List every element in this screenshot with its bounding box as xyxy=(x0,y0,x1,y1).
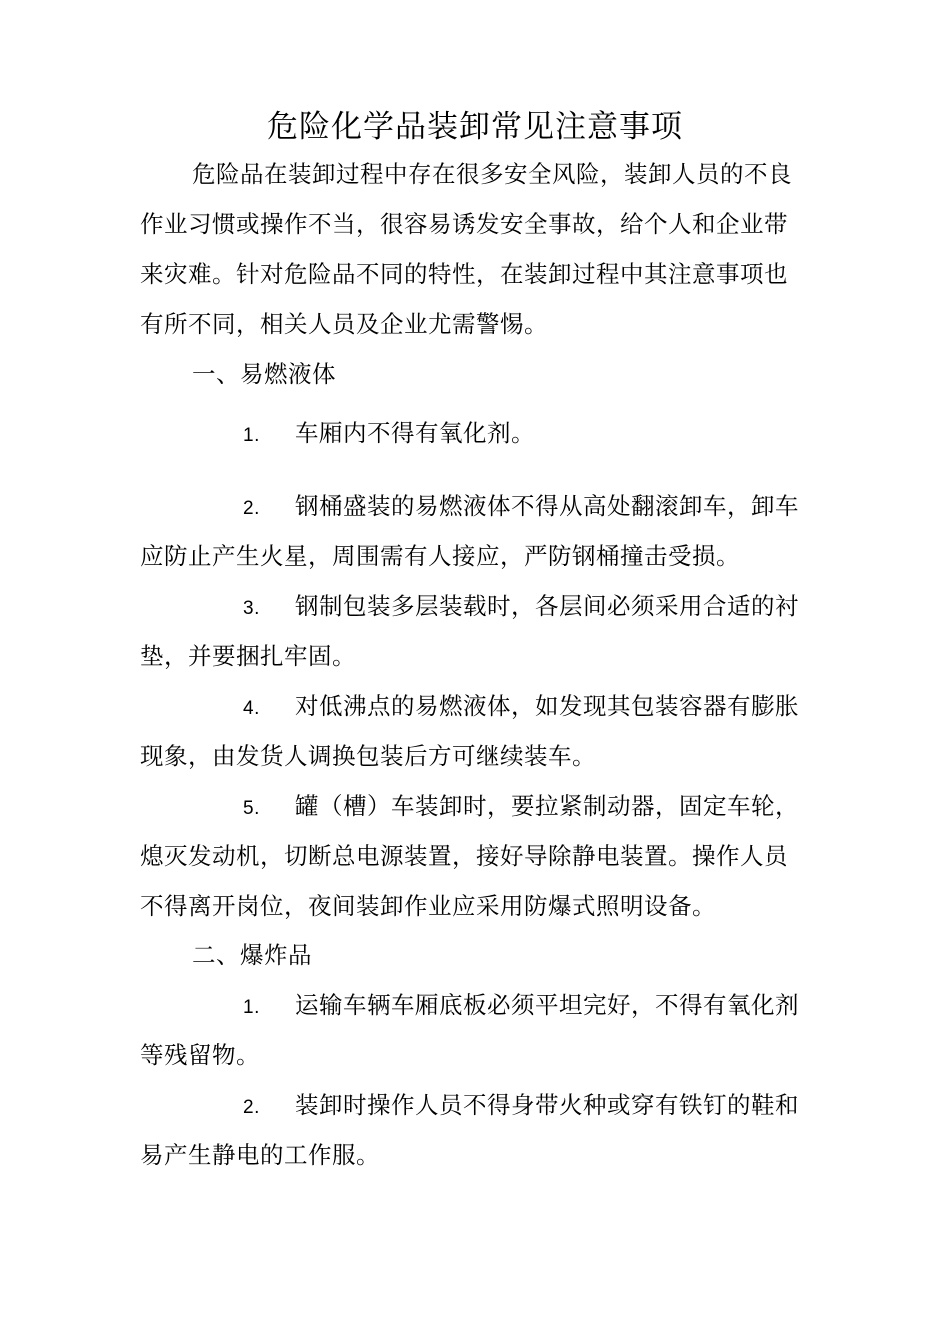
item-number: 3. xyxy=(243,598,260,619)
item-text-continued: 熄灭发动机，切断总电源装置，接好导除静电装置。操作人员 xyxy=(140,842,788,870)
section-heading: 二、爆炸品 xyxy=(192,941,312,969)
item-text-continued: 不得离开岗位，夜间装卸作业应采用防爆式照明设备。 xyxy=(140,892,716,920)
item-text-continued: 应防止产生火星，周围需有人接应，严防钢桶撞击受损。 xyxy=(140,542,740,570)
item-number: 1. xyxy=(243,997,260,1018)
intro-line: 有所不同，相关人员及企业尤需警惕。 xyxy=(140,310,548,338)
intro-line: 危险品在装卸过程中存在很多安全风险，装卸人员的不良 xyxy=(192,160,792,188)
document-title: 危险化学品装卸常见注意事项 xyxy=(267,109,683,145)
item-number: 2. xyxy=(243,1097,260,1118)
list-item xyxy=(243,990,799,1023)
list-item xyxy=(243,591,799,624)
list-item xyxy=(243,491,799,524)
intro-line: 作业习惯或操作不当，很容易诱发安全事故，给个人和企业带 xyxy=(140,210,788,238)
item-text: 钢桶盛装的易燃液体不得从高处翻滚卸车，卸车 xyxy=(295,492,799,520)
item-text: 罐（槽）车装卸时，要拉紧制动器，固定车轮， xyxy=(295,792,799,820)
item-number: 1. xyxy=(243,425,260,446)
item-text-continued: 现象，由发货人调换包装后方可继续装车。 xyxy=(140,742,596,770)
item-number: 4. xyxy=(243,698,260,719)
item-number: 5. xyxy=(243,798,260,819)
item-text: 装卸时操作人员不得身带火种或穿有铁钉的鞋和 xyxy=(295,1091,799,1119)
item-text: 运输车辆车厢底板必须平坦完好，不得有氧化剂 xyxy=(295,991,799,1019)
item-text: 车厢内不得有氧化剂。 xyxy=(295,419,535,447)
item-number: 2. xyxy=(243,498,260,519)
list-item xyxy=(243,1090,799,1123)
item-text: 对低沸点的易燃液体，如发现其包装容器有膨胀 xyxy=(295,692,799,720)
item-text-continued: 垫，并要捆扎牢固。 xyxy=(140,642,356,670)
list-item xyxy=(243,791,799,824)
section-heading: 一、易燃液体 xyxy=(192,360,336,388)
item-text-continued: 等残留物。 xyxy=(140,1041,260,1069)
list-item xyxy=(243,691,799,724)
intro-line: 来灾难。针对危险品不同的特性，在装卸过程中其注意事项也 xyxy=(140,260,788,288)
item-text-continued: 易产生静电的工作服。 xyxy=(140,1141,380,1169)
item-text: 钢制包装多层装载时，各层间必须采用合适的衬 xyxy=(295,592,799,620)
list-item xyxy=(243,418,535,451)
